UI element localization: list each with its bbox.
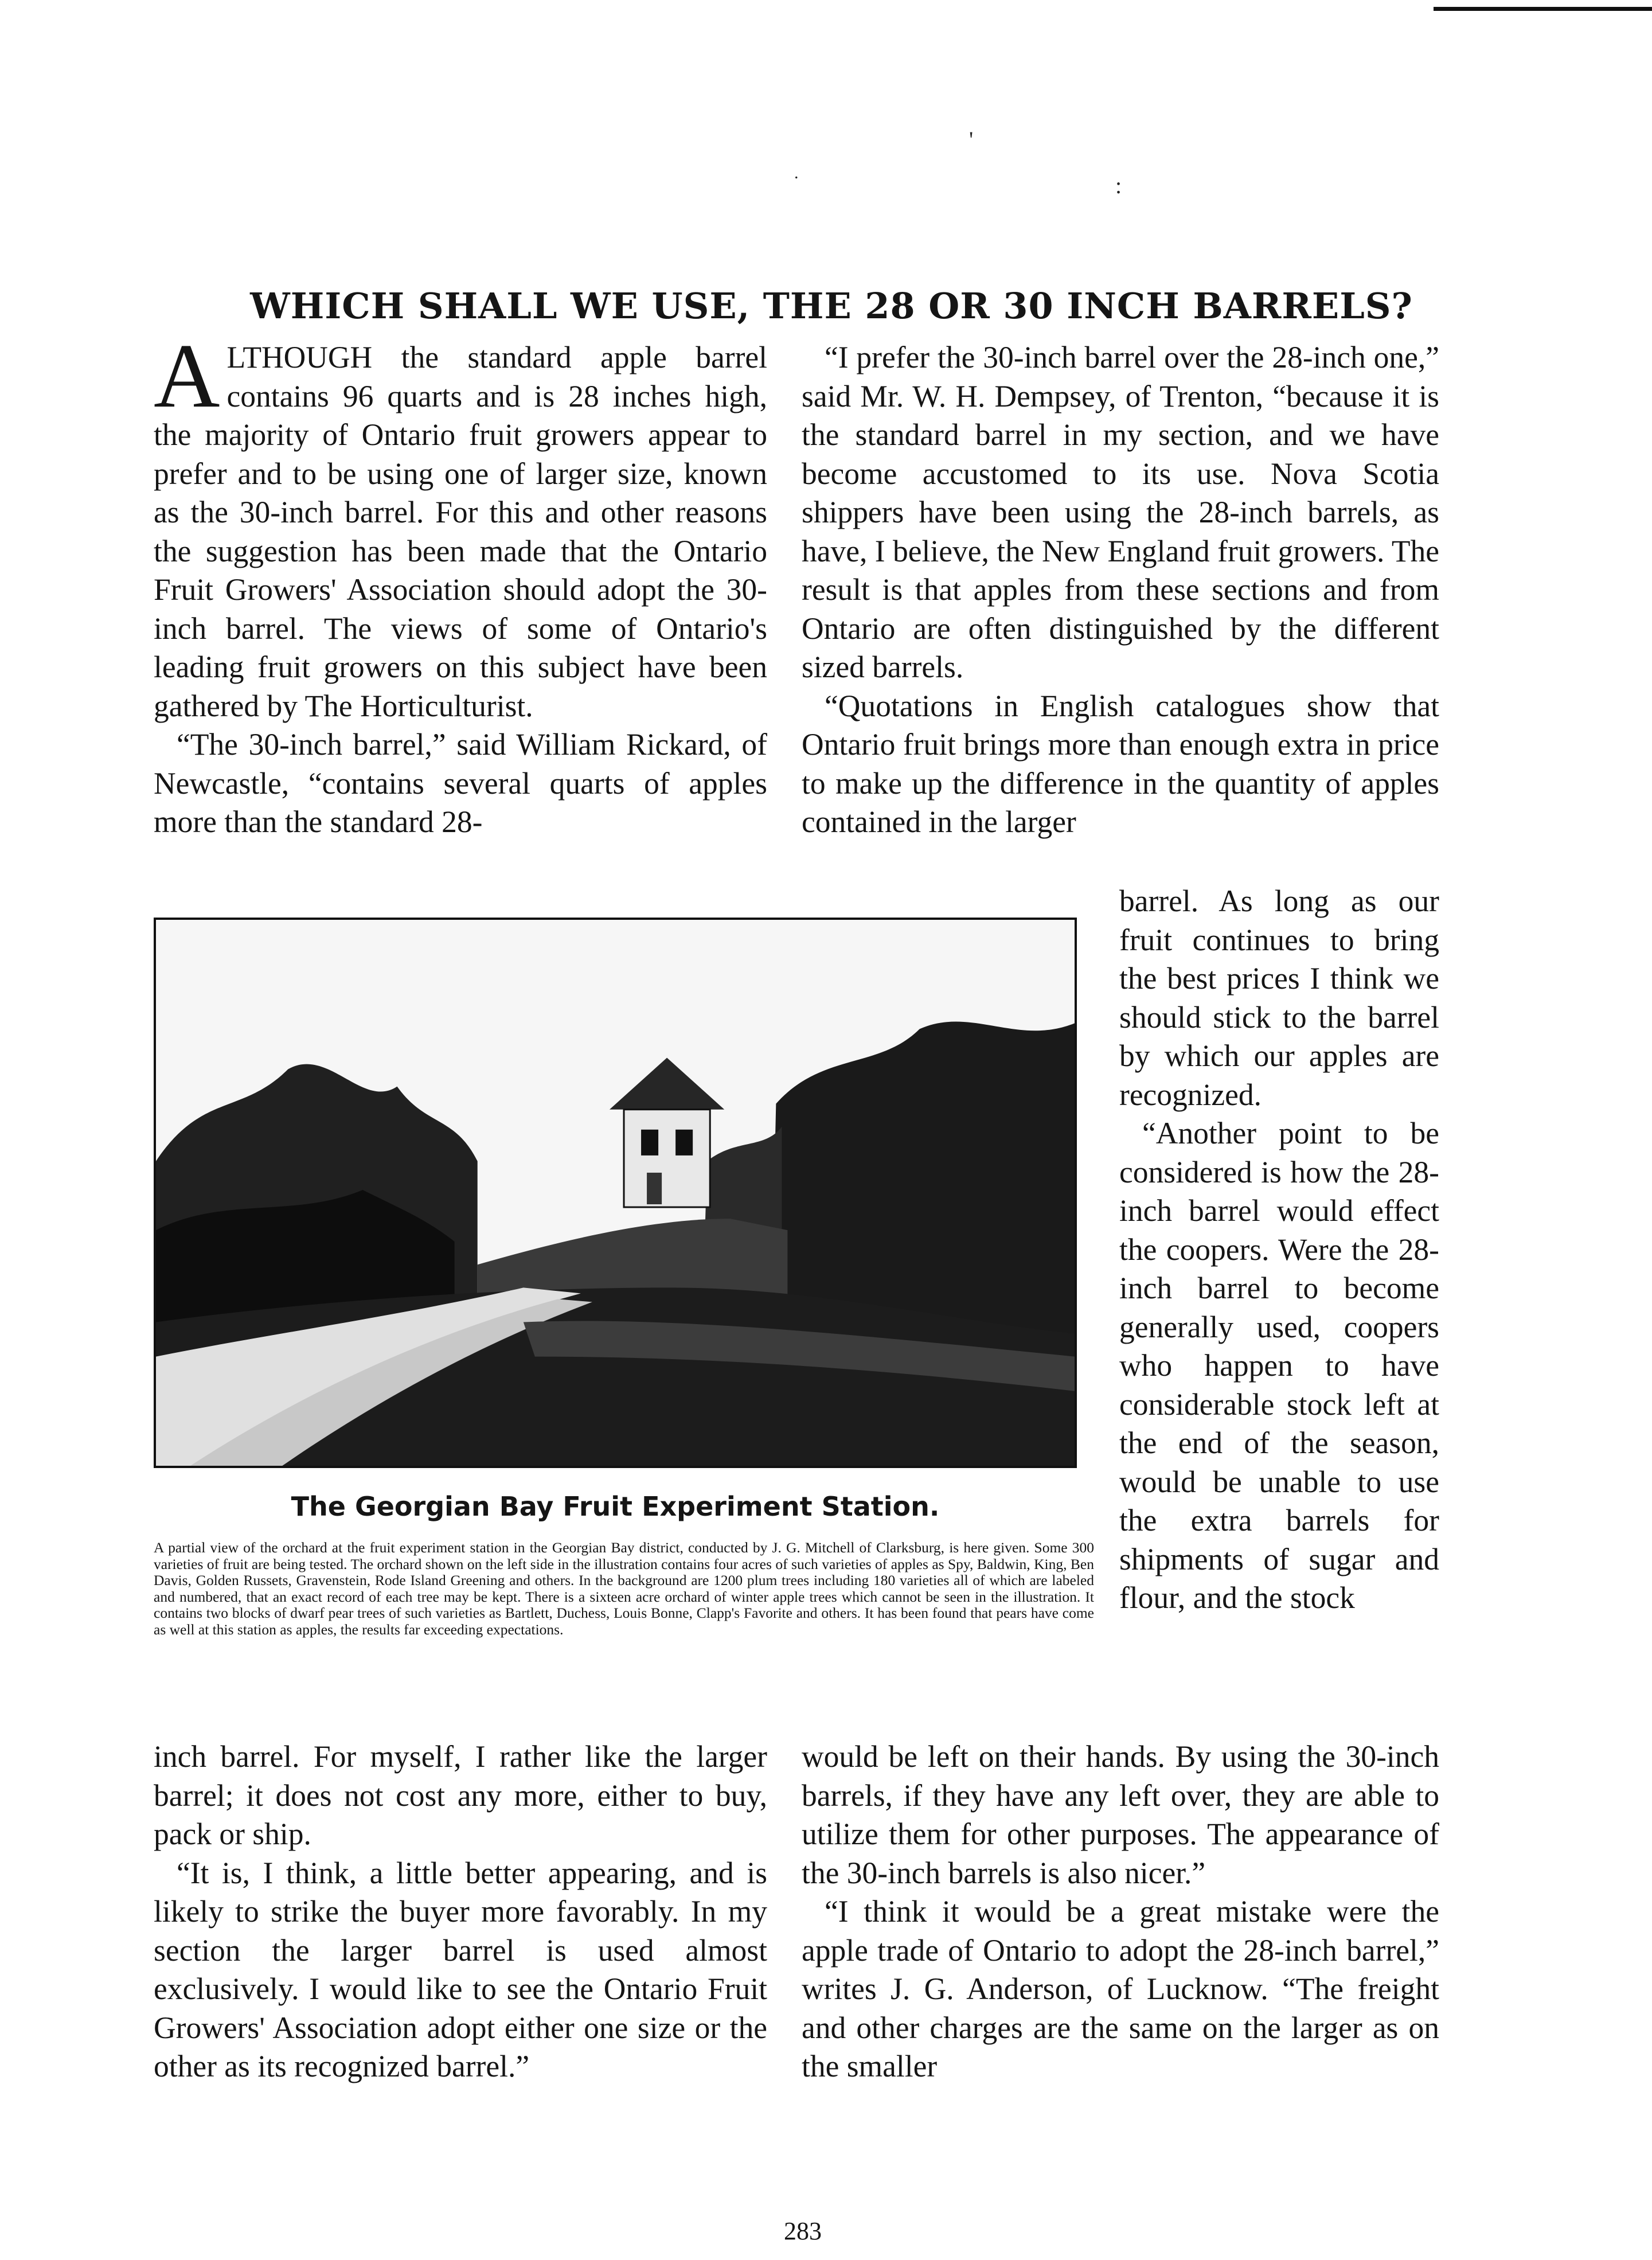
- right-column-bottom: [802, 1738, 1439, 2086]
- speck-mark: :: [1115, 173, 1122, 198]
- left-column-bottom: [154, 1738, 767, 2086]
- paragraph: “The 30-inch barrel,” said William Rickard, of Newcastle, “contains several quarts of apples more than the standard 28-: [154, 727, 767, 839]
- paragraph: “I think it would be a great mistake were the apple trade of Ontario to adopt the 28-inch barrel,” writes J. G. Anderson, of Lucknow. “The freight and other charges are the same on the larger as on the smaller: [802, 1894, 1439, 2083]
- right-column-top: [802, 338, 1439, 842]
- speck-mark: ': [969, 127, 974, 153]
- figure-caption-body: A partial view of the orchard at the fruit experiment station in the Georgian Bay district, conducted by J. G. Mitchell of Clarksburg, is here given. Some 300 varieties of fruit are being tested. The orchard shown on the left side in the illustration contains four acres of such varieties of apples as Spy, Baldwin, King, Ben Davis, Golden Russets, Gravenstein, Rode Island Greening and others. In the background are 1200 plum trees including 180 varieties all of which are labeled and numbered, that an exact record of each tree may be kept. There is a sixteen acre orchard of winter apple trees which cannot be seen in the illustration. It contains two blocks of dwarf pear trees of such varieties as Bartlett, Duchess, Louis Bonne, Clapp's Favorite and others. It has been found that pears have come as well at this station as apples, the results far exceeding expectations.: [154, 1539, 1094, 1638]
- paragraph: would be left on their hands. By using the 30-inch barrels, if they have any left over, they are able to utilize them for other purposes. The appearance of the 30-inch barrels is also nicer.”: [802, 1739, 1439, 1890]
- right-narrow-column: [1119, 882, 1439, 1618]
- paragraph: barrel. As long as our fruit continues to bring the best prices I think we should stick to the barrel by which our apples are recognized.: [1119, 884, 1439, 1112]
- article-title: WHICH SHALL WE USE, THE 28 OR 30 INCH BARRELS?: [250, 284, 1413, 327]
- drop-cap: A: [154, 325, 220, 427]
- speck-mark: .: [794, 163, 799, 182]
- paragraph: “It is, I think, a little better appearing, and is likely to strike the buyer more favorably. In my section the larger barrel is used almost exclusively. I would like to see the Ontario Fruit Growers' Association adopt either one size or the other as its recognized barrel.”: [154, 1855, 767, 2083]
- paragraph: LTHOUGH the standard apple barrel contains 96 quarts and is 28 inches high, the majority of Ontario fruit growers appear to prefer and to be using one of larger size, known as the 30-inch barrel. For this and other reasons the suggestion has been made that the Ontario Fruit Growers' Association should adopt the 30-inch barrel. The views of some of Ontario's leading fruit growers on this subject have been gathered by The Horticulturist.: [154, 340, 767, 723]
- orchard-photo: [154, 918, 1077, 1468]
- paragraph: “I prefer the 30-inch barrel over the 28-inch one,” said Mr. W. H. Dempsey, of Trenton, “because it is the standard barrel in my section, and we have become accustomed to its use. Nova Scotia shippers have been using the 28-inch barrels, as have, I believe, the New England fruit growers. The result is that apples from these sections and from Ontario are often distinguished by the different sized barrels.: [802, 340, 1439, 684]
- paragraph: inch barrel. For myself, I rather like the larger barrel; it does not cost any more, either to buy, pack or ship.: [154, 1739, 767, 1851]
- page-number: 283: [784, 2217, 822, 2245]
- paragraph: “Another point to be considered is how the 28-inch barrel would effect the coopers. Were the 28-inch barrel to become generally used, coopers who happen to have considerable stock left at the end of the season, would be unable to use the extra barrels for shipments of sugar and flour, and the stock: [1119, 1116, 1439, 1615]
- figure-caption-title: The Georgian Bay Fruit Experiment Station.: [291, 1491, 940, 1522]
- paragraph: “Quotations in English catalogues show that Ontario fruit brings more than enough extra in price to make up the difference in the quantity of apples contained in the larger: [802, 688, 1439, 839]
- left-column-top: [154, 325, 767, 842]
- top-rule: [1434, 7, 1652, 11]
